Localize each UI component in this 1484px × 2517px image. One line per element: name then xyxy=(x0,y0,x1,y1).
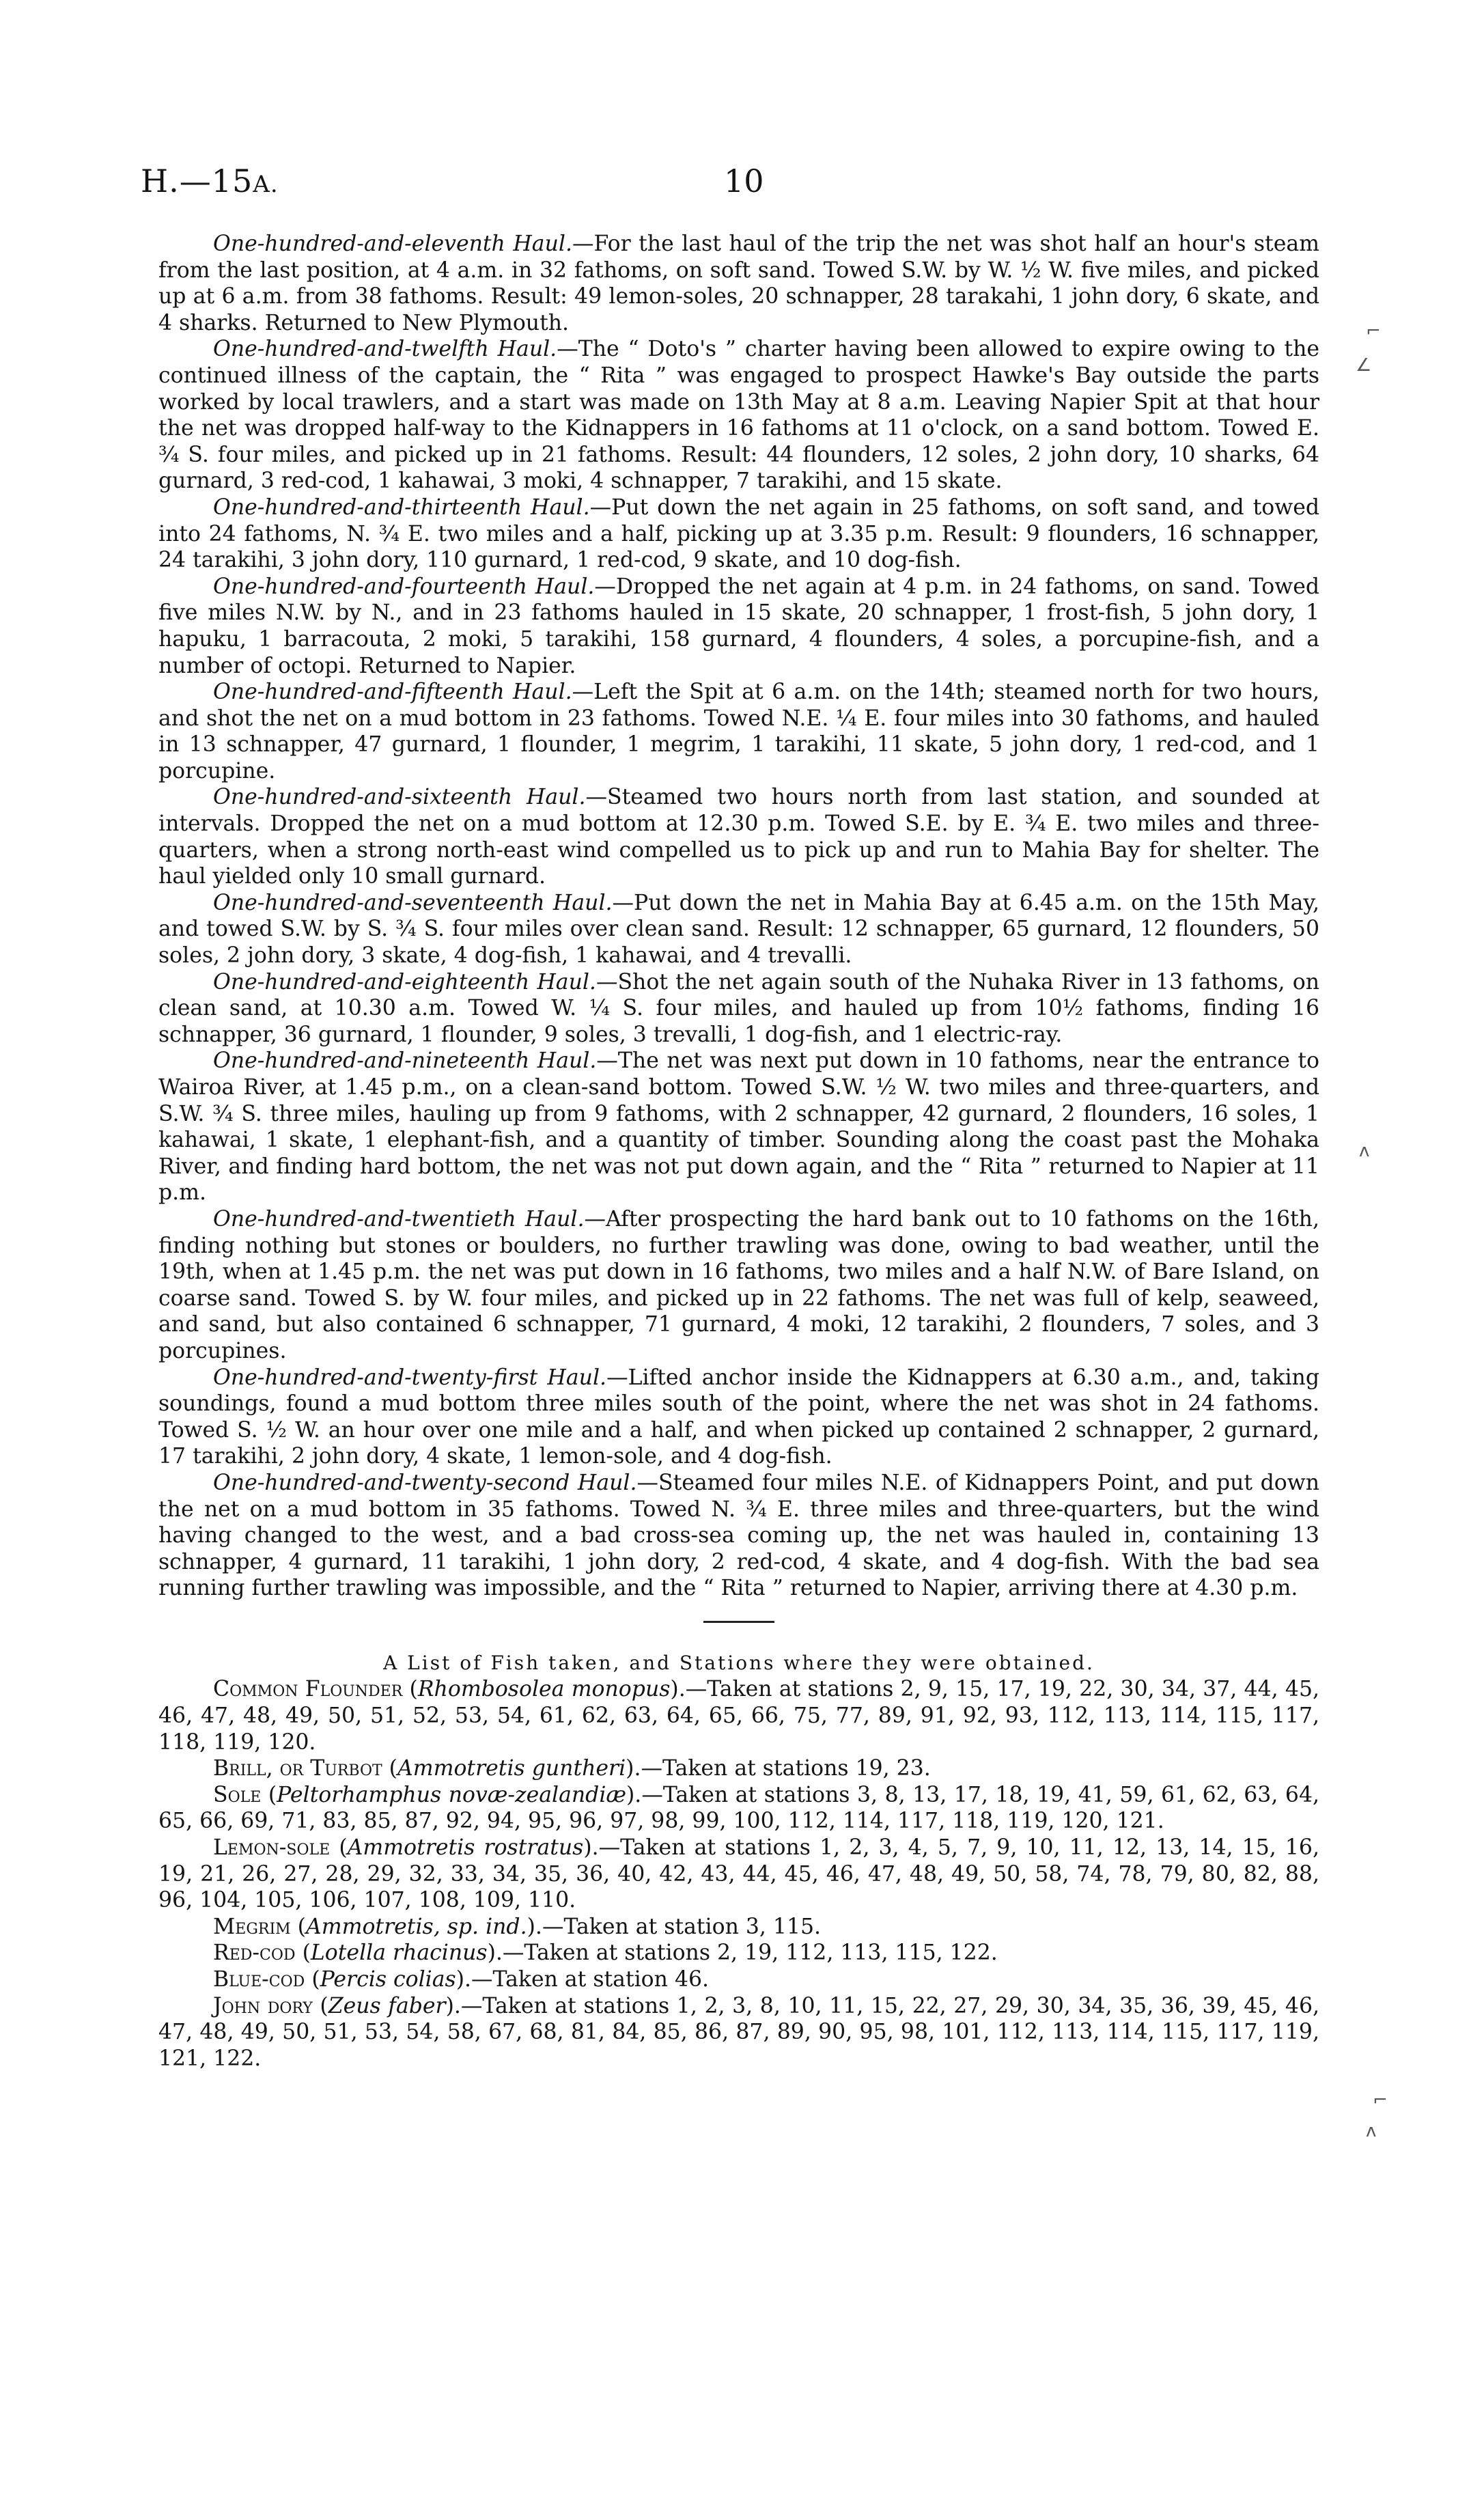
haul-paragraph xyxy=(158,1470,1319,1602)
fish-stations: —Taken at stations 19, 23. xyxy=(641,1756,931,1781)
haul-text: —Dropped the net again at 4 p.m. in 24 fathoms, on sand. Towed five miles N.W. by N., and in 23 fathoms hauled in 15 skate, 20 schnapper, 1 frost-fish, 5 john dory, 1 hapuku, 1 barracouta, 2 moki, 5 tarakihi, 158 gurnard, 4 flounders, 4 soles, a porcupine-fish, and a number of octopi. Returned to Napier. xyxy=(158,574,1319,678)
fish-stations: —Taken at station 3, 115. xyxy=(542,1914,822,1939)
haul-text: —Put down the net again in 25 fathoms, on soft sand, and towed into 24 fathoms, N. ¾ E. two miles and a half, picking up at 3.35 p.m. Result: 9 flounders, 16 schnapper, 24 tarakihi, 3 john dory, 110 gurnard, 1 red-cod, 9 skate, and 10 dog-fish. xyxy=(158,495,1320,573)
haul-title: One-hundred-and-twelfth Haul. xyxy=(213,337,557,362)
haul-text: —Lifted anchor inside the Kidnappers at 6.30 a.m., and, taking soundings, found a mud bottom three miles south of the point, where the net was shot in 24 fathoms. Towed S. ½ W. an hour over one mile and a half, and when picked up contained 2 schnapper, 2 gurnard, 17 tarakihi, 2 john dory, 4 skate, 1 lemon-sole, and 4 dog-fish. xyxy=(158,1365,1320,1469)
haul-paragraph xyxy=(158,495,1319,574)
fish-stations: —Taken at stations 2, 19, 112, 113, 115, 122. xyxy=(502,1941,998,1966)
fish-entry: John dory (Zeus faber).—Taken at stations 1, 2, 3, 8, 10, 11, 15, 22, 27, 29, 30, 34, 35, 36, 39, 45, 46, 47, 48, 49, 50, 51, 53, 54, 58, 67, 68, 81, 84, 85, 86, 87, 89, 90, 95, 98, 101, 112, 113, 114, 115, 117, 119, 121, 122. xyxy=(158,1993,1320,2071)
haul-text: —The “ Doto's ” charter having been allowed to expire owing to the continued illness of the captain, the “ Rita ” was engaged to prospect Hawke's Bay outside the parts worked by local trawlers, and a start was made on 13th May at 8 a.m. Leaving Napier Spit at that hour the net was dropped half-way to the Kidnappers in 16 fathoms at 11 o'clock, on a sand bottom. Towed E. ¾ S. four miles, and picked up in 21 fathoms. Result: 44 flounders, 12 soles, 2 john dory, 10 sharks, 64 gurnard, 3 red-cod, 1 kahawai, 3 moki, 4 schnapper, 7 tarakihi, and 15 skate. xyxy=(158,337,1319,494)
haul-title: One-hundred-and-twenty-second Haul. xyxy=(213,1470,637,1495)
fish-entry: Red-cod (Lotella rhacinus).—Taken at stations 2, 19, 112, 113, 115, 122. xyxy=(213,1941,998,1966)
haul-title: One-hundred-and-nineteenth Haul. xyxy=(213,1048,597,1074)
margin-annotation-mark: ∠ xyxy=(1356,355,1372,376)
haul-text: —The net was next put down in 10 fathoms, near the entrance to Wairoa River, at 1.45 p.m., on a clean-sand bottom. Towed S.W. ½ W. two miles and three-quarters, and S.W. ¾ S. three miles, hauling up from 9 fathoms, with 2 schnapper, 42 gurnard, 2 flounders, 16 soles, 1 kahawai, 1 skate, 1 elephant-fish, and a quantity of timber. Sounding along the coast past the Mohaka River, and finding hard bottom, the net was not put down again, and the “ Rita ” returned to Napier at 11 p.m. xyxy=(158,1048,1319,1206)
fish-stations: —Taken at station 46. xyxy=(471,1967,710,1992)
fish-entry: Megrim (Ammotretis, sp. ind.).—Taken at station 3, 115. xyxy=(213,1914,822,1939)
fish-stations: —Taken at stations 2, 9, 15, 17, 19, 22, 30, 34, 37, 44, 45, 46, 47, 48, 49, 50, 51, 52, 53, 54, 61, 62, 63, 64, 65, 66, 75, 77, 89, 91, 92, 93, 112, 113, 114, 115, 117, 118, 119, 120. xyxy=(158,1677,1320,1755)
scientific-name: Ammotretis rostratus xyxy=(347,1835,584,1861)
haul-paragraph xyxy=(158,574,1319,679)
margin-annotation-mark: ⌐ xyxy=(1366,321,1381,342)
haul-text: —Steamed four miles N.E. of Kidnappers Point, and put down the net on a mud bottom in 35 fathoms. Towed N. ¾ E. three miles and three-quarters, but the wind having changed to the west, and a bad cross-sea coming up, the net was hauled in, containing 13 schnapper, 4 gurnard, 11 tarakihi, 1 john dory, 2 red-cod, 4 skate, and 4 dog-fish. With the bad sea running further trawling was impossible, and the “ Rita ” returned to Napier, arriving there at 4.30 p.m. xyxy=(158,1470,1319,1601)
fish-name: John dory xyxy=(213,1993,313,2018)
haul-title: One-hundred-and-sixteenth Haul. xyxy=(213,785,586,810)
fish-stations: —Taken at stations 1, 2, 3, 4, 5, 7, 9, 10, 11, 12, 13, 14, 15, 16, 19, 21, 26, 27, 28, 29, 32, 33, 34, 35, 36, 40, 42, 43, 44, 45, 46, 47, 48, 49, 50, 58, 74, 78, 79, 80, 82, 88, 96, 104, 105, 106, 107, 108, 109, 110. xyxy=(158,1835,1319,1913)
haul-paragraph xyxy=(158,231,1319,336)
fish-stations: —Taken at stations 3, 8, 13, 17, 18, 19, 41, 59, 61, 62, 63, 64, 65, 66, 69, 71, 83, 85, 87, 92, 94, 95, 96, 97, 98, 99, 100, 112, 114, 117, 118, 119, 120, 121. xyxy=(158,1782,1319,1834)
page-header xyxy=(0,163,1484,204)
haul-title: One-hundred-and-seventeenth Haul. xyxy=(213,890,613,915)
haul-paragraph xyxy=(158,679,1319,784)
haul-title: One-hundred-and-thirteenth Haul. xyxy=(213,495,590,520)
section-divider xyxy=(703,1621,774,1623)
fish-entry: Blue-cod (Percis colias).—Taken at station 46. xyxy=(213,1967,710,1992)
haul-title: One-hundred-and-fifteenth Haul. xyxy=(213,680,572,705)
doc-ref-suffix: A. xyxy=(253,171,279,198)
margin-annotation-mark: ʌ xyxy=(1359,1141,1370,1161)
document-reference xyxy=(141,163,279,199)
haul-text: —Steamed two hours north from last station, and sounded at intervals. Dropped the net on a mud bottom at 12.30 p.m. Towed S.E. by E. ¾ E. two miles and three-quarters, when a strong north-east wind compelled us to pick up and run to Mahia Bay for shelter. The haul yielded only 10 small gurnard. xyxy=(158,785,1320,889)
fish-name: Common Flounder xyxy=(213,1677,403,1702)
scientific-name: Rhombosolea monopus xyxy=(417,1677,671,1702)
fish-name: Lemon-sole xyxy=(213,1835,331,1861)
margin-annotation-mark: ʌ xyxy=(1366,2121,1377,2141)
scientific-name: Percis colias xyxy=(320,1967,456,1992)
scientific-name: Lotella rhacinus xyxy=(310,1941,488,1966)
haul-text: —Left the Spit at 6 a.m. on the 14th; steamed north for two hours, and shot the net on a mud bottom in 23 fathoms. Towed N.E. ¼ E. four miles into 30 fathoms, and hauled in 13 schnapper, 47 gurnard, 1 flounder, 1 megrim, 1 tarakihi, 11 skate, 5 john dory, 1 red-cod, and 1 porcupine. xyxy=(158,680,1319,783)
fish-name: Megrim xyxy=(213,1914,291,1939)
haul-paragraph xyxy=(158,890,1319,969)
fish-name: Sole xyxy=(213,1782,262,1807)
haul-title: One-hundred-and-eleventh Haul. xyxy=(213,232,572,256)
haul-paragraph xyxy=(158,1365,1319,1470)
haul-text: —Shot the net again south of the Nuhaka River in 13 fathoms, on clean sand, at 10.30 a.m. Towed W. ¼ S. four miles, and hauled up from 10½ fathoms, finding 16 schnapper, 36 gurnard, 1 flounder, 9 soles, 3 trevalli, 1 dog-fish, and 1 electric-ray. xyxy=(158,969,1319,1047)
fish-entry: Sole (Peltorhamphus novæ-zealandiæ).—Taken at stations 3, 8, 13, 17, 18, 19, 41, 59, 61, 62, 63, 64, 65, 66, 69, 71, 83, 85, 87, 92, 94, 95, 96, 97, 98, 99, 100, 112, 114, 117, 118, 119, 120, 121. xyxy=(158,1782,1319,1834)
haul-paragraph xyxy=(158,336,1319,495)
fish-name: Red-cod xyxy=(213,1941,296,1966)
doc-ref-prefix: H.—15 xyxy=(141,163,253,199)
scientific-name: Peltorhamphus novæ-zealandiæ xyxy=(277,1782,627,1807)
haul-text: —After prospecting the hard bank out to 10 fathoms on the 16th, finding nothing but stones or boulders, no further trawling was done, owing to bad weather, until the 19th, when at 1.45 p.m. the net was put down in 16 fathoms, two miles and a half N.W. of Bare Island, on coarse sand. Towed S. by W. four miles, and picked up in 22 fathoms. The net was full of kelp, seaweed, and sand, but also contained 6 schnapper, 71 gurnard, 4 moki, 12 tarakihi, 2 flounders, 7 soles, and 3 porcupines. xyxy=(158,1206,1319,1363)
haul-title: One-hundred-and-eighteenth Haul. xyxy=(213,969,596,995)
fish-name: Blue-cod xyxy=(213,1967,305,1992)
fish-entry: Brill, or Turbot (Ammotretis guntheri).—Taken at stations 19, 23. xyxy=(213,1756,931,1781)
fish-list-heading: A List of Fish taken, and Stations where they were obtained. xyxy=(383,1651,1095,1674)
scientific-name: Zeus faber xyxy=(328,1993,446,2018)
haul-title: One-hundred-and-fourteenth Haul. xyxy=(213,574,595,599)
haul-paragraph xyxy=(158,1048,1319,1206)
fish-name: Brill, or Turbot xyxy=(213,1756,382,1781)
fish-stations: —Taken at stations 1, 2, 3, 8, 10, 11, 15, 22, 27, 29, 30, 34, 35, 36, 39, 45, 46, 47, 48, 49, 50, 51, 53, 54, 58, 67, 68, 81, 84, 85, 86, 87, 89, 90, 95, 98, 101, 112, 113, 114, 115, 117, 119, 121, 122. xyxy=(158,1993,1320,2071)
fish-entry: Lemon-sole (Ammotretis rostratus).—Taken at stations 1, 2, 3, 4, 5, 7, 9, 10, 11, 12, 13, 14, 15, 16, 19, 21, 26, 27, 28, 29, 32, 33, 34, 35, 36, 40, 42, 43, 44, 45, 46, 47, 48, 49, 50, 58, 74, 78, 79, 80, 82, 88, 96, 104, 105, 106, 107, 108, 109, 110. xyxy=(158,1835,1319,1913)
haul-title: One-hundred-and-twenty-first Haul. xyxy=(213,1365,607,1390)
haul-text: —Put down the net in Mahia Bay at 6.45 a.m. on the 15th May, and towed S.W. by S. ¾ S. four miles over clean sand. Result: 12 schnapper, 65 gurnard, 12 flounders, 50 soles, 2 john dory, 3 skate, 4 dog-fish, 1 kahawai, and 4 trevalli. xyxy=(158,890,1319,969)
page-number: 10 xyxy=(724,163,764,199)
haul-text: —For the last haul of the trip the net was shot half an hour's steam from the last position, at 4 a.m. in 32 fathoms, on soft sand. Towed S.W. by W. ½ W. five miles, and picked up at 6 a.m. from 38 fathoms. Result: 49 lemon-soles, 20 schnapper, 28 tarakahi, 1 john dory, 6 skate, and 4 sharks. Returned to New Plymouth. xyxy=(158,232,1319,335)
margin-annotation-mark: ⌐ xyxy=(1373,2090,1388,2111)
body-text xyxy=(158,231,1319,2072)
scientific-name: Ammotretis, sp. ind. xyxy=(305,1914,527,1939)
haul-title: One-hundred-and-twentieth Haul. xyxy=(213,1206,585,1232)
haul-paragraph xyxy=(158,1206,1319,1365)
scientific-name: Ammotretis guntheri xyxy=(397,1756,626,1781)
haul-paragraph xyxy=(158,784,1319,889)
fish-entry: Common Flounder (Rhombosolea monopus).—Taken at stations 2, 9, 15, 17, 19, 22, 30, 34, 37, 44, 45, 46, 47, 48, 49, 50, 51, 52, 53, 54, 61, 62, 63, 64, 65, 66, 75, 77, 89, 91, 92, 93, 112, 113, 114, 115, 117, 118, 119, 120. xyxy=(158,1677,1320,1755)
haul-paragraph xyxy=(158,969,1319,1048)
